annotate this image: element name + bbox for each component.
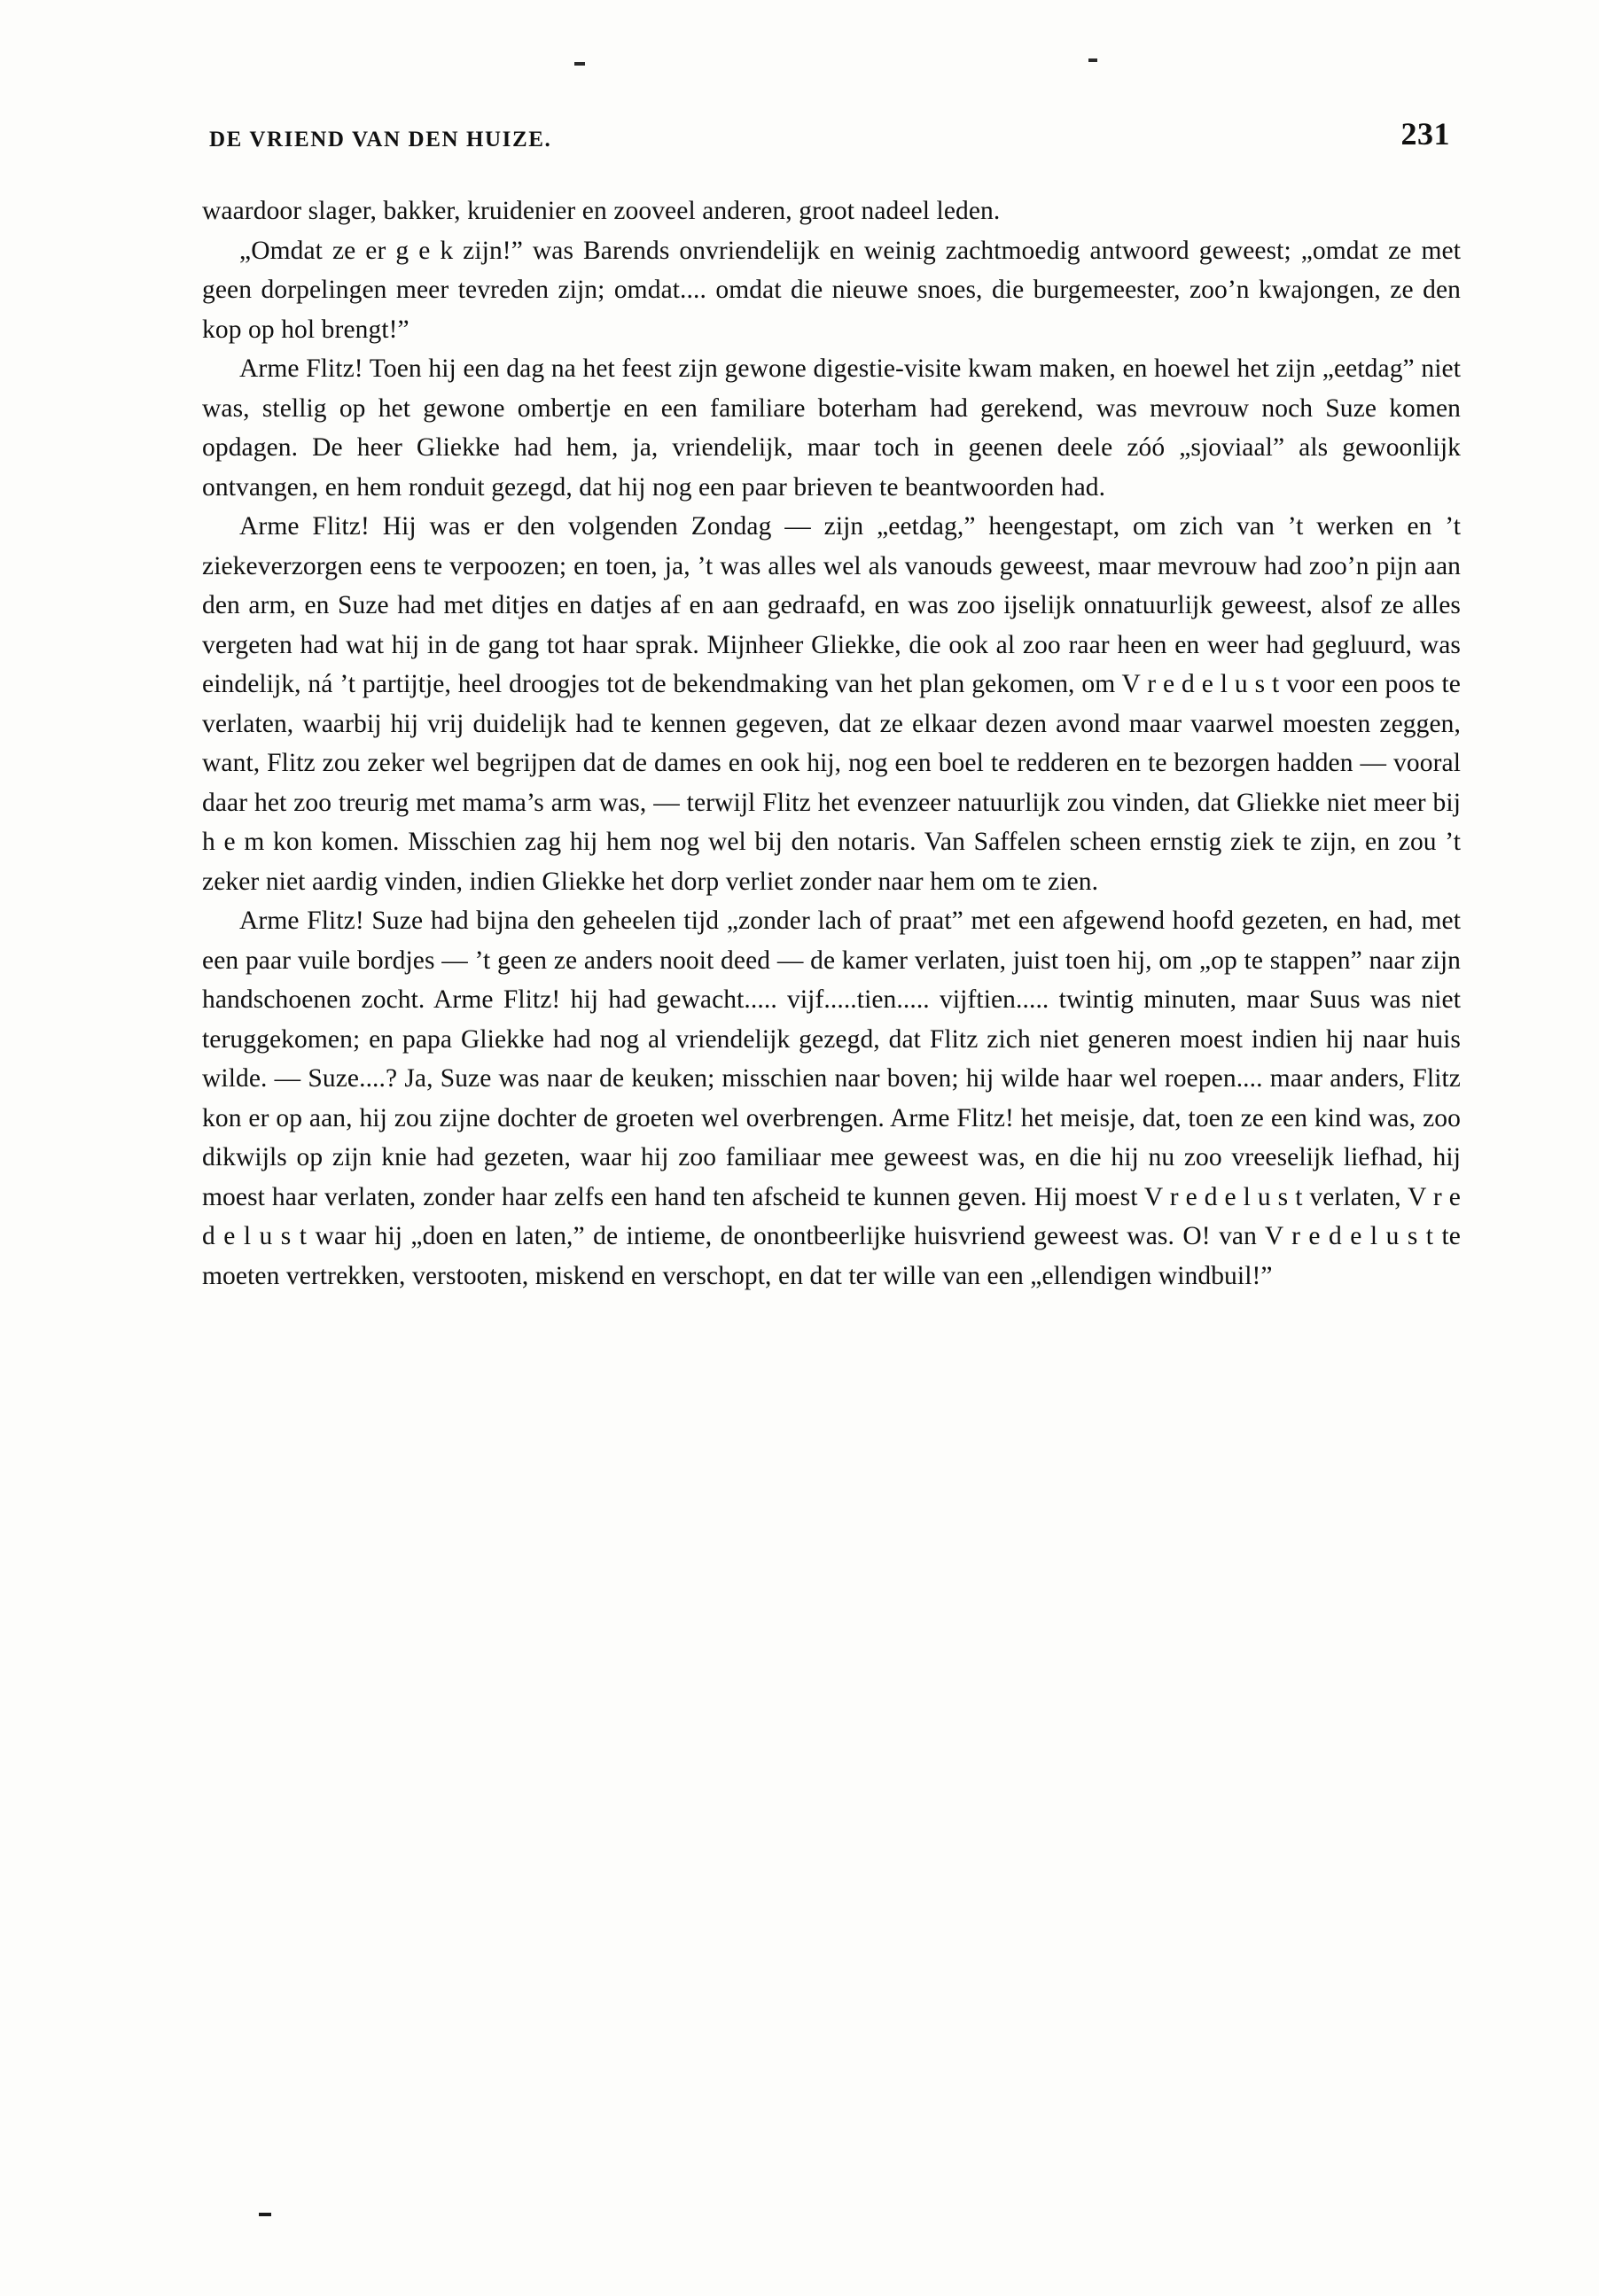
running-head: DE VRIEND VAN DEN HUIZE. — [209, 128, 552, 152]
page-top-mark-right — [1088, 58, 1097, 62]
paragraph-3: Arme Flitz! Toen hij een dag na het feest zijn gewone digestie-visite kwam maken, en hoewel het zijn „eetdag” niet was, stellig op het gewone ombertje en een familiare boterham had gerekend, was mevrouw noch Suze komen opdagen. De heer Gliekke had hem, ja, vriendelijk, maar toch in geenen deele zóó „sjoviaal” als gewoonlijk ontvangen, en hem ronduit gezegd, dat hij nog een paar brieven te beantwoorden had. — [202, 354, 1461, 502]
page-bottom-mark — [259, 2213, 271, 2216]
paragraph-1: waardoor slager, bakker, kruidenier en zooveel anderen, groot nadeel leden. — [202, 197, 1001, 225]
body-text — [202, 191, 1461, 1296]
page-top-mark-left — [574, 62, 585, 66]
paragraph-5: Arme Flitz! Suze had bijna den geheelen tijd „zonder lach of praat” met een afgewend hoofd gezeten, en had, met een paar vuile bordjes — ’t geen ze anders nooit deed — de kamer verlaten, juist toen hij, om „op te stappen” naar zijn handschoenen zocht. Arme Flitz! hij had gewacht..... vijf.....tien..... vijftien..... twintig minuten, maar Suus was niet teruggekomen; en papa Gliekke had nog al vriendelijk gezegd, dat Flitz zich niet generen moest indien hij naar huis wilde. — Suze....? Ja, Suze was naar de keuken; misschien naar boven; hij wilde haar wel roepen.... maar anders, Flitz kon er op aan, hij zou zijne dochter de groeten wel overbrengen. Arme Flitz! het meisje, dat, toen ze een kind was, zoo dikwijls op zijn knie had gezeten, waar hij zoo familiaar mee geweest was, en die hij nu zoo vreeselijk liefhad, hij moest haar verlaten, zonder haar zelfs een hand ten afscheid te kunnen geven. Hij moest V r e d e l u s t verlaten, V r e d e l u s t waar hij „doen en laten,” de intieme, de onontbeerlijke huisvriend geweest was. O! van V r e d e l u s t te moeten vertrekken, verstooten, miskend en verschopt, en dat ter wille van een „ellendigen windbuil!” — [202, 907, 1461, 1290]
page-header — [202, 115, 1461, 152]
page-number: 231 — [1400, 116, 1450, 152]
page-content — [202, 115, 1461, 1296]
paragraph-4: Arme Flitz! Hij was er den volgenden Zondag — zijn „eetdag,” heengestapt, om zich van ’t werken en ’t ziekeverzorgen eens te verpoozen; en toen, ja, ’t was alles wel als vanouds geweest, maar mevrouw had zoo’n pijn aan den arm, en Suze had met ditjes en datjes af en aan gedraafd, en was zoo ijselijk onnatuurlijk geweest, alsof ze alles vergeten had wat hij in de gang tot haar sprak. Mijnheer Gliekke, die ook al zoo raar heen en weer had gegluurd, was eindelijk, ná ’t partijtje, heel droogjes tot de bekendmaking van het plan gekomen, om V r e d e l u s t voor een poos te verlaten, waarbij hij vrij duidelijk had te kennen gegeven, dat ze elkaar dezen avond maar vaarwel moesten zeggen, want, Flitz zou zeker wel begrijpen dat de dames en ook hij, nog een boel te redderen en te bezorgen hadden — vooral daar het zoo treurig met mama’s arm was, — terwijl Flitz het evenzeer natuurlijk zou vinden, dat Gliekke niet meer bij h e m kon komen. Misschien zag hij hem nog wel bij den notaris. Van Saffelen scheen ernstig ziek te zijn, en zou ’t zeker niet aardig vinden, indien Gliekke het dorp verliet zonder naar hem om te zien. — [202, 512, 1461, 896]
paragraph-2: „Omdat ze er g e k zijn!” was Barends onvriendelijk en weinig zachtmoedig antwoord geweest; „omdat ze met geen dorpelingen meer tevreden zijn; omdat.... omdat die nieuwe snoes, die burgemeester, zoo’n kwajongen, ze den kop op hol brengt!” — [202, 236, 1461, 344]
